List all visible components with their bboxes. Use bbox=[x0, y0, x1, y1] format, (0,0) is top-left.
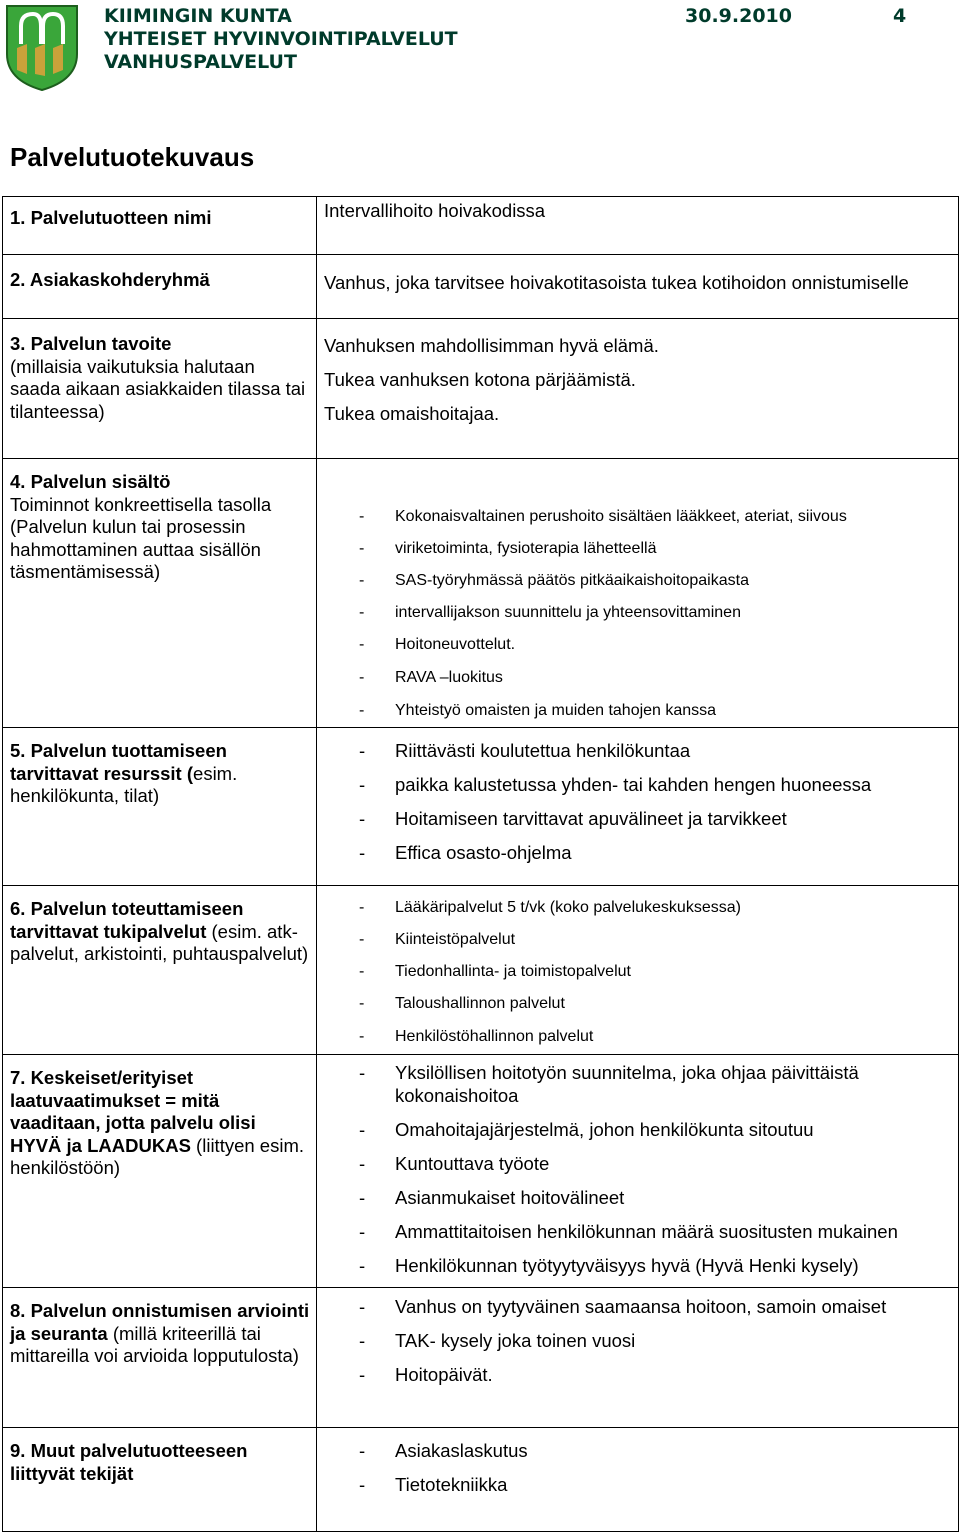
row-label-text: (esim. atk-palvelut, arkistointi, puhtauspalvelut) bbox=[10, 920, 309, 964]
table-row bbox=[3, 728, 959, 886]
other-factors-list bbox=[317, 1434, 958, 1502]
row-label-bold: 6. Palvelun toteuttamiseen tarvittavat tukipalvelut bbox=[10, 898, 244, 942]
list-item: - Taloushallinnon palvelut bbox=[359, 988, 958, 1020]
list-item: - Asiakaslaskutus bbox=[359, 1434, 958, 1468]
header-unit: VANHUSPALVELUT bbox=[104, 51, 297, 73]
row-value: Vanhus, joka tarvitsee hoivakotitasoista tukea kotihoidon onnistumiselle bbox=[317, 255, 959, 319]
header-date: 30.9.2010 bbox=[685, 5, 792, 27]
evaluation-list bbox=[317, 1290, 958, 1392]
table-row bbox=[3, 319, 959, 459]
header-department: YHTEISET HYVINVOINTIPALVELUT bbox=[104, 28, 458, 50]
list-item: - Effica osasto-ohjelma bbox=[359, 836, 958, 870]
resources-list bbox=[317, 734, 958, 870]
row-label bbox=[3, 319, 317, 459]
list-item: - Yhteistyö omaisten ja muiden tahojen kanssa bbox=[359, 695, 958, 727]
list-item: - Ammattitaitoisen henkilökunnan määrä suositusten mukainen bbox=[359, 1215, 958, 1249]
list-item: - Henkilöstöhallinnon palvelut bbox=[359, 1020, 958, 1054]
list-item: - Yksilöllisen hoitotyön suunnitelma, joka ohjaa päivittäistä kokonaishoitoa bbox=[359, 1057, 958, 1113]
table-row bbox=[3, 197, 959, 255]
row-label bbox=[3, 728, 317, 886]
row-value bbox=[317, 1288, 959, 1428]
header-municipality: KIIMINGIN KUNTA bbox=[104, 5, 292, 27]
support-services-list bbox=[317, 892, 958, 1054]
row-label-bold: 4. Palvelun sisältö bbox=[10, 471, 171, 492]
list-item: - Tietotekniikka bbox=[359, 1468, 958, 1502]
table-row bbox=[3, 1288, 959, 1428]
table-row bbox=[3, 1055, 959, 1288]
list-item: - paikka kalustetussa yhden- tai kahden hengen huoneessa bbox=[359, 768, 958, 802]
list-item: - Asianmukaiset hoitovälineet bbox=[359, 1181, 958, 1215]
goal-line: Vanhuksen mahdollisimman hyvä elämä. bbox=[324, 335, 659, 356]
row-label-text: esim. henkilökunta, tilat) bbox=[10, 762, 238, 806]
page-title: Palvelutuotekuvaus bbox=[10, 142, 255, 172]
row-label-bold: 5. Palvelun tuottamiseen tarvittavat resurssit ( bbox=[10, 740, 227, 784]
list-item: - Kiinteistöpalvelut bbox=[359, 924, 958, 956]
row-value bbox=[317, 459, 959, 728]
list-item: - Hoitamiseen tarvittavat apuvälineet ja tarvikkeet bbox=[359, 802, 958, 836]
goal-line: Tukea omaishoitajaa. bbox=[324, 403, 500, 424]
row-value bbox=[317, 319, 959, 459]
list-item: - SAS-työryhmässä päätös pitkäaikaishoitopaikasta bbox=[359, 565, 958, 597]
list-item: - Kuntouttava työote bbox=[359, 1147, 958, 1181]
municipal-crest-icon bbox=[5, 4, 79, 92]
row-label: 2. Asiakaskohderyhmä bbox=[3, 255, 317, 319]
list-item: - Lääkäripalvelut 5 t/vk (koko palvelukeskuksessa) bbox=[359, 892, 958, 924]
row-label-bold: 3. Palvelun tavoite bbox=[10, 333, 172, 354]
goal-line: Tukea vanhuksen kotona pärjäämistä. bbox=[324, 369, 636, 390]
row-label-text: (liittyen esim. henkilöstöön) bbox=[10, 1134, 304, 1178]
list-item: - Omahoitajajärjestelmä, johon henkilökunta sitoutuu bbox=[359, 1113, 958, 1147]
service-description-table bbox=[2, 196, 959, 1532]
row-label-text: (millaisia vaikutuksia halutaan saada aikaan asiakkaiden tilassa tai tilanteessa) bbox=[10, 355, 306, 422]
list-item: - Hoitopäivät. bbox=[359, 1358, 958, 1392]
list-item: - Vanhus on tyytyväinen saamaansa hoitoon, samoin omaiset bbox=[359, 1290, 958, 1324]
row-label: 1. Palvelutuotteen nimi bbox=[3, 197, 317, 255]
table-row bbox=[3, 459, 959, 728]
header-page-number: 4 bbox=[893, 5, 907, 27]
row-value bbox=[317, 886, 959, 1055]
list-item: - Henkilökunnan työtyytyväisyys hyvä (Hyvä Henki kysely) bbox=[359, 1249, 958, 1283]
list-item: - TAK- kysely joka toinen vuosi bbox=[359, 1324, 958, 1358]
row-value: Intervallihoito hoivakodissa bbox=[317, 197, 959, 255]
row-label bbox=[3, 459, 317, 728]
row-label bbox=[3, 1288, 317, 1428]
table-row bbox=[3, 255, 959, 319]
row-label-text: (millä kriteerillä tai mittareilla voi arvioida lopputulosta) bbox=[10, 1322, 299, 1366]
content-list bbox=[317, 501, 958, 727]
list-item: - Kokonaisvaltainen perushoito sisältäen lääkkeet, ateriat, siivous bbox=[359, 501, 958, 533]
row-label-text: Toiminnot konkreettisella tasolla (Palvelun kulun tai prosessin hahmottaminen auttaa sisällön täsmentämisessä) bbox=[10, 493, 272, 582]
list-item: - Tiedonhallinta- ja toimistopalvelut bbox=[359, 956, 958, 988]
table-row bbox=[3, 886, 959, 1055]
row-label bbox=[3, 886, 317, 1055]
row-value bbox=[317, 1055, 959, 1288]
list-item: - Riittävästi koulutettua henkilökuntaa bbox=[359, 734, 958, 768]
row-label bbox=[3, 1055, 317, 1288]
table-row bbox=[3, 1428, 959, 1532]
row-value bbox=[317, 1428, 959, 1532]
list-item: - intervallijakson suunnittelu ja yhteensovittaminen bbox=[359, 597, 958, 629]
list-item: - Hoitoneuvottelut. bbox=[359, 629, 958, 661]
row-label-bold: 7. Keskeiset/erityiset laatuvaatimukset = mitä vaaditaan, jotta palvelu olisi HYVÄ ja LAADUKAS bbox=[10, 1067, 256, 1156]
list-item: - viriketoiminta, fysioterapia lähetteellä bbox=[359, 533, 958, 565]
list-item: - RAVA –luokitus bbox=[359, 661, 958, 695]
quality-requirements-list bbox=[317, 1057, 958, 1283]
row-label: 9. Muut palvelutuotteeseen liittyvät tekijät bbox=[3, 1428, 317, 1532]
row-value bbox=[317, 728, 959, 886]
row-label-bold: 8. Palvelun onnistumisen arviointi ja seuranta bbox=[10, 1300, 310, 1344]
